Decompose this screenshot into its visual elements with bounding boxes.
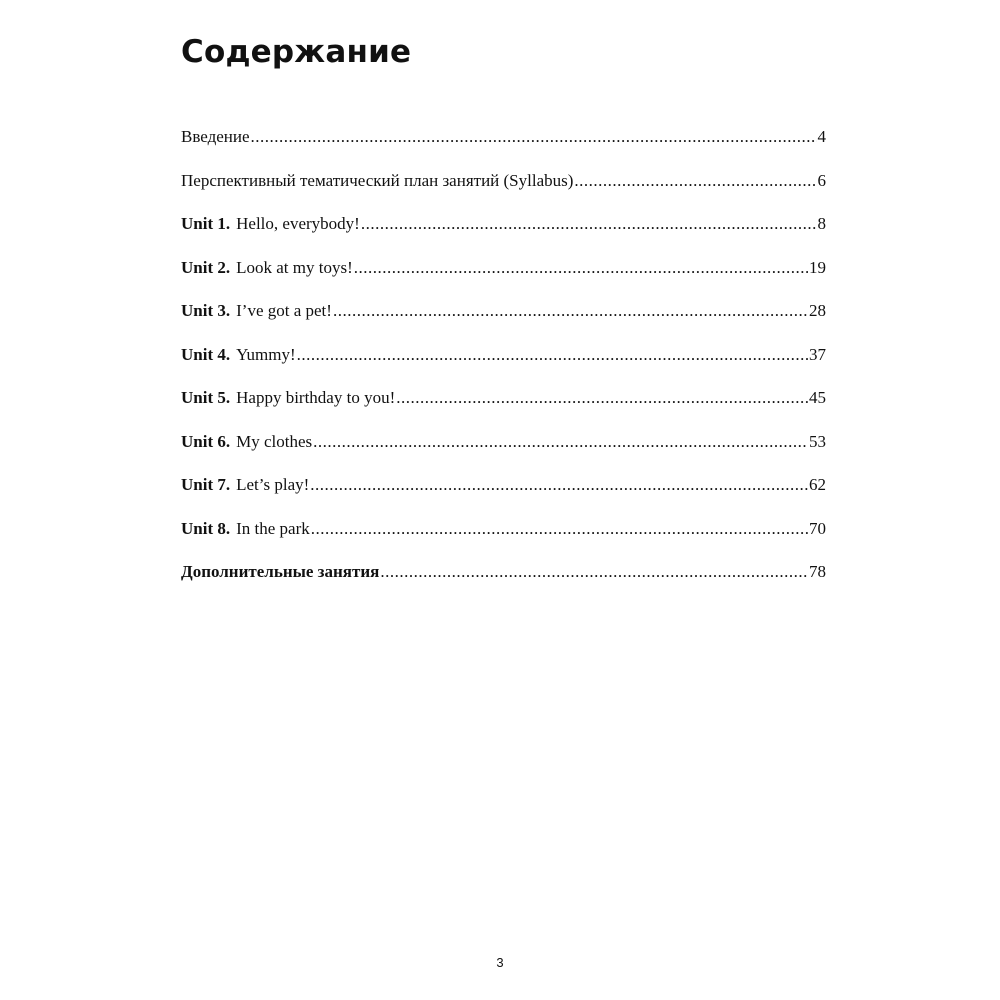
dot-leader [396,383,808,413]
unit-label: Unit 4. [181,344,231,364]
toc-entry-text [181,122,250,152]
toc-entry-text [181,209,360,239]
toc-entry-title: In the park [236,518,310,538]
unit-label: Unit 6. [181,431,231,451]
toc-page-number: 53 [809,431,826,451]
toc-entry-title: Let’s play! [236,475,310,494]
toc-page-number: 28 [809,301,826,320]
toc-page-number: 19 [809,257,826,277]
toc-page-number: 6 [817,170,826,190]
toc-entry-title: Дополнительные занятия [181,562,380,581]
toc-entry-unit-8 [181,514,826,558]
dot-leader [380,557,808,587]
toc-entry-text [181,253,353,283]
toc-entry-text [181,383,395,413]
dot-leader [297,340,808,370]
unit-label: Unit 3. [181,301,231,320]
toc-entry-text [181,557,379,587]
dot-leader [354,253,808,283]
toc-entry-unit-2 [181,253,826,297]
dot-leader [310,470,808,500]
toc-entry-text [181,514,310,544]
toc-entry-title: Happy birthday to you! [236,388,396,407]
toc-entry-text [181,166,573,196]
toc-entry-unit-3 [181,296,826,340]
toc-entry-title: Перспективный тематический план занятий (Syllabus) [181,170,574,190]
toc-page-number: 45 [809,388,826,407]
unit-label: Unit 2. [181,257,231,277]
unit-label: Unit 1. [181,214,231,233]
toc-entry-title: Yummy! [236,344,296,364]
toc-page-number: 78 [809,562,826,581]
toc-entry-text [181,296,332,326]
toc-entry-title: Look at my toys! [236,257,353,277]
toc-entry-additional-lessons [181,557,826,601]
toc-entry-text [181,470,309,500]
dot-leader [361,209,817,239]
toc-entry-title: Введение [181,127,250,146]
toc-page-number: 8 [817,214,826,233]
toc-entry-unit-6 [181,427,826,471]
toc-entry-title: Hello, everybody! [236,214,360,233]
toc-entry-unit-4 [181,340,826,384]
toc-entry-title: My clothes [236,431,313,451]
dot-leader [313,427,808,457]
dot-leader [333,296,808,326]
toc-entry-unit-7 [181,470,826,514]
dot-leader [311,514,808,544]
dot-leader [574,166,816,196]
toc-entry-introduction [181,122,826,166]
toc-entry-text [181,340,296,370]
toc-page-number: 4 [817,127,826,146]
footer-page-number: 3 [496,955,504,970]
dot-leader [251,122,817,152]
unit-label: Unit 5. [181,388,231,407]
unit-label: Unit 7. [181,475,231,494]
toc-page-number: 70 [809,518,826,538]
toc-entry-text [181,427,312,457]
unit-label: Unit 8. [181,518,231,538]
toc-entry-syllabus [181,166,826,210]
toc-entry-unit-1 [181,209,826,253]
toc-page-number: 37 [809,344,826,364]
page-title: Содержание [181,34,412,70]
table-of-contents [181,122,826,601]
toc-entry-unit-5 [181,383,826,427]
toc-entry-title: I’ve got a pet! [236,301,332,320]
toc-page-number: 62 [809,475,826,494]
